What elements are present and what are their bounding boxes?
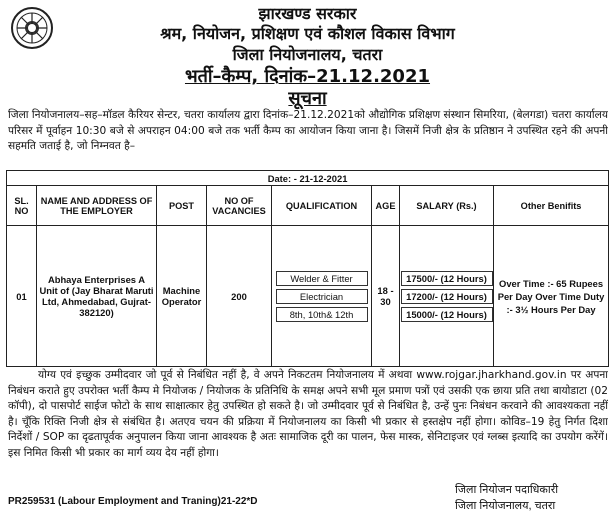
body-paragraph: योग्य एवं इच्छुक उम्मीदवार जो पूर्व से निबंधित नहीं है, वे अपने निकटतम नियोजनालय में अथवा www.rojgar.jharkhand.gov.in पर अपना निबंधन कराते हुए उपरोक्त भर्ती कैम्प मे नियोजक / नियोजक के प्रतिनिधि के समक्ष अपने सभी मूल प्रमाण पत्रों एवं उसकी एक छाया प्रति तथा बायोडाटा (02 कॉपी), दो पासपोर्ट साईज फोटो के साथ साक्षात्कार हेतु उपस्थित हो सकते है। जो उम्मीदवार पूर्व से निबंधित है, उन्हें पुनः निबंधन करवाने की आवश्यकता नहीं है। चूँकि रिक्ति निजी क्षेत्र से संबंधित है। अतएव चयन की प्रक्रिया में नियोजनालय का किसी भी प्रकार से हस्तक्षेप नहीं होगा। कोविड–19 हेतु निर्गत दिशा निर्देशों / SOP का दृढतापूर्वक अनुपालन किया जाना आवश्यक है अतः सामाजिक दूरी का पालन, फेस मास्क, सेनिटाइजर एवं ग्लब्स इत्यादि का उपयोग करेंगें। इस निमित किसी भी प्रकार का मार्ग व्यय देय नहीं होगा। xyxy=(8,369,608,459)
cell-vacancies: 200 xyxy=(207,226,272,367)
col-header-age: AGE xyxy=(372,186,400,226)
salary-item: 15000/- (12 Hours) xyxy=(401,307,493,322)
qualification-item: Electrician xyxy=(276,289,368,304)
table-row xyxy=(7,226,609,367)
header-govt: झारखण्ड सरकार xyxy=(258,4,357,23)
header-department: श्रम, नियोजन, प्रशिक्षण एवं कौशल विकास विभाग xyxy=(160,24,455,43)
signature-title: जिला नियोजन पदाधिकारी xyxy=(455,484,559,496)
cell-sl: 01 xyxy=(7,226,37,367)
cell-benefits: Over Time :- 65 Rupees Per Day Over Time Duty :- 3½ Hours Per Day xyxy=(494,226,609,367)
col-header-sl: SL. NO xyxy=(7,186,37,226)
table-date: Date: - 21-12-2021 xyxy=(7,171,609,186)
col-header-salary: SALARY (Rs.) xyxy=(400,186,494,226)
header-camp-date: भर्ती–कैम्प, दिनांक–21.12.2021 xyxy=(184,66,431,87)
col-header-employer: NAME AND ADDRESS OF THE EMPLOYER xyxy=(37,186,157,226)
col-header-qualification: QUALIFICATION xyxy=(272,186,372,226)
cell-employer: Abhaya Enterprises A Unit of (Jay Bharat Maruti Ltd, Ahmedabad, Gujrat-382120) xyxy=(37,226,157,367)
salary-item: 17200/- (12 Hours) xyxy=(401,289,493,304)
col-header-post: POST xyxy=(157,186,207,226)
signature-office: जिला नियोजनालय, चतरा xyxy=(455,500,556,512)
salary-item: 17500/- (12 Hours) xyxy=(401,271,493,286)
header-office: जिला नियोजनालय, चतरा xyxy=(232,45,383,64)
col-header-vacancies: NO OF VACANCIES xyxy=(207,186,272,226)
footer-reference: PR259531 (Labour Employment and Traning)21-22*D xyxy=(8,496,258,507)
qualification-item: Welder & Fitter xyxy=(276,271,368,286)
vacancy-table xyxy=(6,170,609,367)
col-header-benefits: Other Benifits xyxy=(494,186,609,226)
cell-age: 18 - 30 xyxy=(372,226,400,367)
qualification-item: 8th, 10th& 12th xyxy=(276,307,368,322)
header-notice: सूचना xyxy=(288,88,327,109)
cell-post: Machine Operator xyxy=(157,226,207,367)
intro-paragraph: जिला नियोजनालय–सह–मॉडल कैरियर सेन्टर, चतरा कार्यालय द्वारा दिनांक–21.12.2021को औद्योगिक प्रशिक्षण संस्थान सिमरिया, (बेलगडा) चतरा कार्यालय परिसर में पूर्वाहन 10:30 बजे से अपराहन 04:00 बजे तक भर्ती कैम्प का आयोजन किया जाना है। जिसमें निजी क्षेत्र के प्रतिष्ठान ने उपस्थित रहने की अपनी सहमति जताई है, जो निम्नवत है– xyxy=(8,109,608,152)
